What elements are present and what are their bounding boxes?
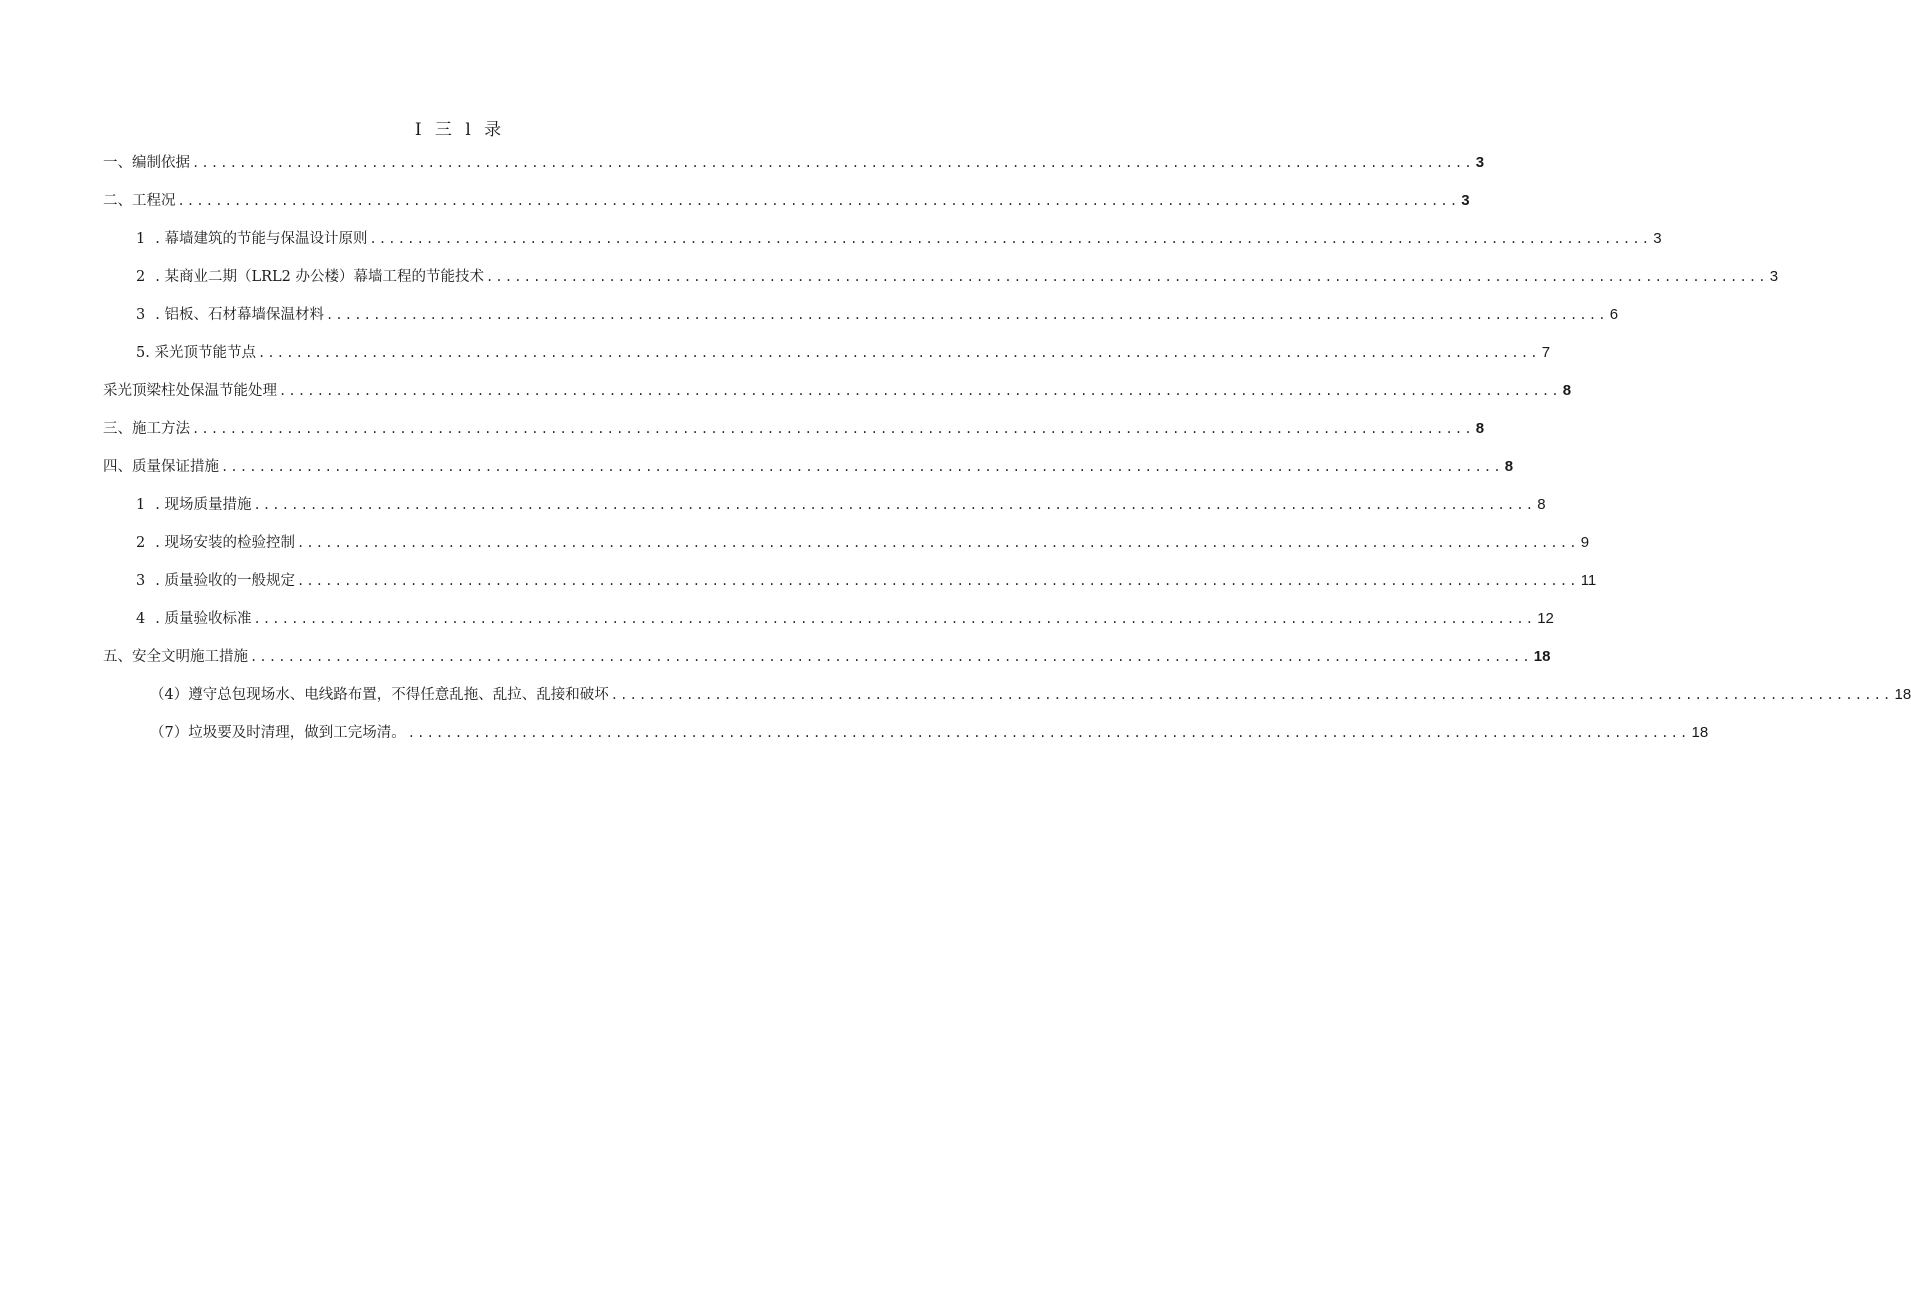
toc-entry-label: （7）垃圾要及时清理，做到工完场清。: [150, 725, 406, 741]
toc-page-number: 3: [1461, 192, 1470, 209]
toc-entry-label: . 现场安装的检验控制: [155, 535, 295, 551]
toc-entry-label: . 质量验收的一般规定: [155, 573, 295, 589]
toc-entry-baowen-cailiao[interactable]: [136, 302, 1619, 328]
toc-entry-anquan-wenming[interactable]: [103, 644, 1551, 670]
toc-entry-label: （4）遵守总包现场水、电线路布置，不得任意乱拖、乱拉、乱接和破坏: [150, 687, 609, 703]
toc-entry-xianchang-zhiliang[interactable]: [136, 492, 1546, 518]
dot-leader: ........................................................................................................................................: [407, 726, 1690, 740]
dot-leader: ........................................................................................................................................: [257, 346, 1540, 360]
toc-entry-label: . 幕墙建筑的节能与保温设计原则: [155, 231, 368, 247]
dot-leader: ........................................................................................................................................: [369, 232, 1652, 246]
toc-page-number: 11: [1580, 572, 1597, 589]
toc-page-number: 9: [1580, 534, 1590, 551]
toc-page-number: 18: [1533, 648, 1551, 665]
toc-entry-label: 二、工程况: [103, 193, 176, 209]
toc-page-number: 8: [1475, 420, 1485, 437]
toc-entry-label: 五、安全文明施工措施: [103, 649, 248, 665]
toc-entry-label: . 现场质量措施: [155, 497, 252, 513]
toc-page-number: 7: [1541, 344, 1551, 361]
toc-page-number: 18: [1894, 686, 1911, 703]
dot-leader: ........................................................................................................................................: [325, 308, 1608, 322]
toc-entry-number: 3: [136, 307, 146, 323]
dot-leader: ........................................................................................................................................: [296, 574, 1579, 588]
toc-page-number: 8: [1537, 496, 1546, 513]
toc-page-number: 3: [1769, 268, 1779, 285]
dot-leader: ........................................................................................................................................: [485, 270, 1768, 284]
dot-leader: ........................................................................................................................................: [221, 460, 1503, 474]
toc-entry-xianlu-buzhi[interactable]: [150, 682, 1911, 708]
toc-page-number: 6: [1609, 306, 1619, 323]
toc-entry-yanshou-biaozhun[interactable]: [136, 606, 1554, 632]
dot-leader: ........................................................................................................................................: [253, 498, 1536, 512]
toc-entry-label: 四、质量保证措施: [103, 459, 219, 475]
toc-page-number: 8: [1504, 458, 1514, 475]
toc-entry-zhiliang-baozheng[interactable]: [103, 454, 1514, 480]
dot-leader: ........................................................................................................................................: [250, 650, 1532, 664]
toc-entry-jieneng-jishu[interactable]: [136, 264, 1779, 290]
toc-entry-bianzhi-yiju[interactable]: [103, 150, 1485, 176]
toc-entry-number: 2: [136, 269, 146, 285]
toc-entry-number: 1: [136, 497, 146, 513]
dot-leader: ........................................................................................................................................: [610, 688, 1893, 702]
dot-leader: ........................................................................................................................................: [177, 194, 1460, 208]
toc-entry-label: 一、编制依据: [103, 155, 190, 171]
dot-leader: ........................................................................................................................................: [296, 536, 1579, 550]
dot-leader: ........................................................................................................................................: [192, 422, 1474, 436]
toc-page-number: 3: [1475, 154, 1485, 171]
toc-entry-label: . 某商业二期（LRL2 办公楼）幕墙工程的节能技术: [155, 269, 484, 285]
toc-entry-sheji-yuanze[interactable]: [136, 226, 1662, 252]
toc-entry-number: 3: [136, 573, 146, 589]
toc-entry-number: 1: [136, 231, 146, 247]
toc-entry-label: 5. 采光顶节能节点: [136, 345, 256, 361]
toc-entry-liangzhu-baowen[interactable]: [103, 378, 1572, 404]
toc-page-number: 3: [1653, 230, 1662, 247]
toc-entry-shigong-fangfa[interactable]: [103, 416, 1485, 442]
toc-entry-gongcheng-kuang[interactable]: [103, 188, 1470, 214]
toc-page-number: 12: [1537, 610, 1554, 627]
dot-leader: ........................................................................................................................................: [253, 612, 1536, 626]
toc-entry-yanshou-guiding[interactable]: [136, 568, 1597, 594]
toc-entry-number: 4: [136, 611, 146, 627]
dot-leader: ........................................................................................................................................: [279, 384, 1561, 398]
toc-entry-laji-qingli[interactable]: [150, 720, 1709, 746]
toc-entry-caiguangding-jiedian[interactable]: [136, 340, 1551, 366]
dot-leader: ........................................................................................................................................: [192, 156, 1474, 170]
toc-page-number: 18: [1691, 724, 1709, 741]
toc-entry-label: . 铝板、石材幕墙保温材料: [155, 307, 324, 323]
toc-entry-label: . 质量验收标准: [155, 611, 252, 627]
toc-entry-label: 采光顶梁柱处保温节能处理: [103, 383, 277, 399]
toc-entry-label: 三、施工方法: [103, 421, 190, 437]
toc-entry-number: 2: [136, 535, 146, 551]
toc-page-number: 8: [1562, 382, 1572, 399]
toc-entry-jianyan-kongzhi[interactable]: [136, 530, 1590, 556]
toc-title: I 三 l 录: [414, 120, 506, 140]
